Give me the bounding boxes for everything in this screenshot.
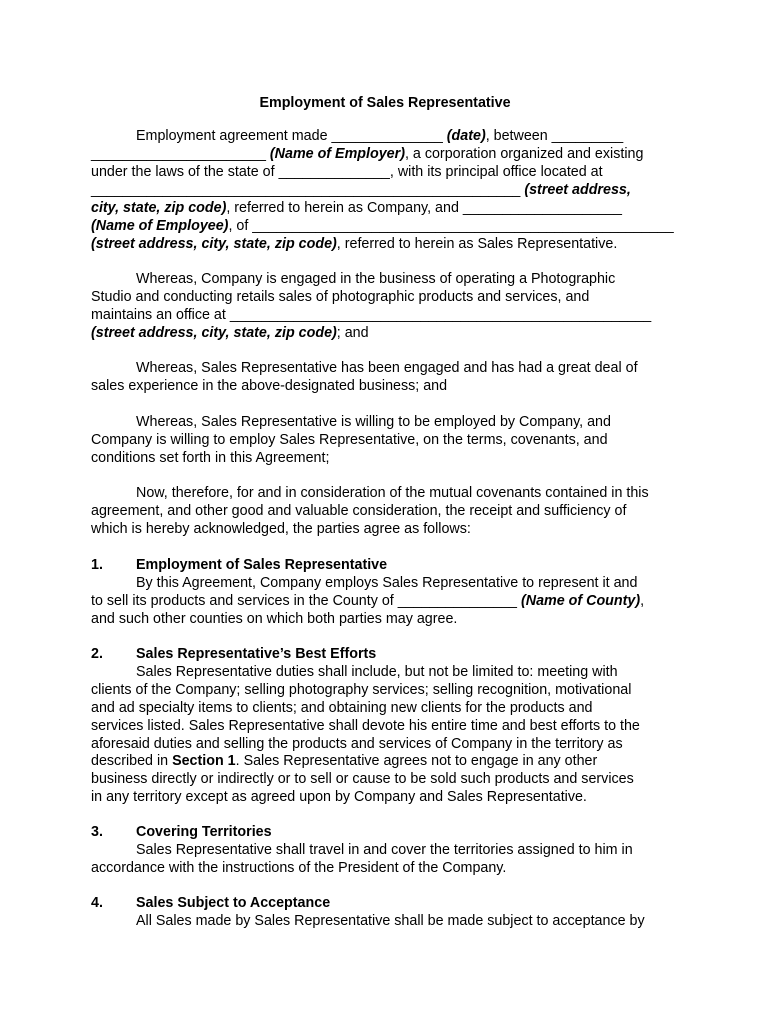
section-number: 3. (91, 824, 103, 840)
body-line: Sales Representative shall travel in and cover the territories assigned to him in (136, 842, 633, 858)
text: , a corporation organized and existing (404, 146, 644, 162)
body-line: maintains an office at _____________________________________________________ (91, 307, 652, 323)
placeholder-address: city, state, zip code) (91, 200, 227, 216)
text: , referred to herein as Sales Representative. (336, 236, 618, 252)
placeholder-address: (street address, city, state, zip code) (91, 236, 337, 252)
placeholder-address: (street address, (524, 182, 631, 198)
body-line: Whereas, Sales Representative has been engaged and has had a great deal of (136, 360, 638, 376)
body-line: Whereas, Company is engaged in the business of operating a Photographic (136, 271, 616, 287)
placeholder-date: (date) (446, 128, 486, 144)
text: to sell its products and services in the County of _______________ (91, 593, 521, 609)
intro-line (136, 127, 623, 145)
text: , referred to herein as Company, and ____________________ (226, 200, 622, 216)
body-line: which is hereby acknowledged, the parties agree as follows: (91, 521, 471, 537)
body-line: All Sales made by Sales Representative shall be made subject to acceptance by (136, 913, 645, 929)
body-line: and ad specialty items to clients; and obtaining new clients for the products and (91, 700, 593, 716)
placeholder-employer: (Name of Employer) (269, 146, 405, 162)
placeholder-address: (street address, city, state, zip code) (91, 325, 337, 341)
text: Employment agreement made ______________ (136, 128, 447, 144)
text: ______________________________________________________ (91, 182, 525, 198)
intro-line (91, 235, 617, 253)
body-line: Company is willing to employ Sales Representative, on the terms, covenants, and (91, 432, 608, 448)
intro-line: under the laws of the state of ______________, with its principal office located at (91, 164, 603, 180)
body-line: Now, therefore, for and in consideration of the mutual covenants contained in this (136, 485, 649, 501)
intro-line (91, 199, 622, 217)
body-line: aforesaid duties and selling the products and services of Company in the territory as (91, 736, 623, 752)
text: . Sales Representative agrees not to engage in any other (235, 753, 598, 769)
body-line: agreement, and other good and valuable consideration, the receipt and sufficiency of (91, 503, 627, 519)
section-number: 4. (91, 895, 103, 911)
body-line: services listed. Sales Representative shall devote his entire time and best efforts to the (91, 718, 640, 734)
body-line: Sales Representative duties shall include, but not be limited to: meeting with (136, 664, 618, 680)
body-line (91, 324, 369, 342)
body-line: accordance with the instructions of the President of the Company. (91, 860, 507, 876)
document-title: Employment of Sales Representative (259, 95, 511, 111)
body-line: business directly or indirectly or to sell or cause to be sold such products and services (91, 771, 634, 787)
intro-line (91, 145, 643, 163)
text: , of _____________________________________________________ (228, 218, 674, 234)
body-line: By this Agreement, Company employs Sales Representative to represent it and (136, 575, 638, 591)
section-heading: Sales Subject to Acceptance (136, 895, 331, 911)
body-line: Studio and conducting retails sales of photographic products and services, and (91, 289, 590, 305)
text: ______________________ (91, 146, 270, 162)
body-line (91, 752, 597, 770)
body-line: and such other counties on which both parties may agree. (91, 611, 458, 627)
section-number: 2. (91, 646, 103, 662)
section-number: 1. (91, 557, 103, 573)
text: described in (91, 753, 173, 769)
body-line: conditions set forth in this Agreement; (91, 450, 330, 466)
intro-line (91, 217, 674, 235)
section-heading: Covering Territories (136, 824, 272, 840)
section-heading: Employment of Sales Representative (136, 557, 388, 573)
body-line: in any territory except as agreed upon by Company and Sales Representative. (91, 789, 587, 805)
text: , (640, 593, 645, 609)
body-line: Whereas, Sales Representative is willing to be employed by Company, and (136, 414, 611, 430)
section-heading: Sales Representative’s Best Efforts (136, 646, 377, 662)
intro-line (91, 181, 631, 199)
body-line (91, 592, 644, 610)
placeholder-employee: (Name of Employee) (91, 218, 229, 234)
text: , between _________ (485, 128, 624, 144)
body-line: clients of the Company; selling photography services; selling recognition, motivational (91, 682, 632, 698)
placeholder-county: (Name of County) (520, 593, 641, 609)
text: ; and (336, 325, 369, 341)
body-line: sales experience in the above-designated business; and (91, 378, 448, 394)
section-reference: Section 1 (172, 753, 236, 769)
